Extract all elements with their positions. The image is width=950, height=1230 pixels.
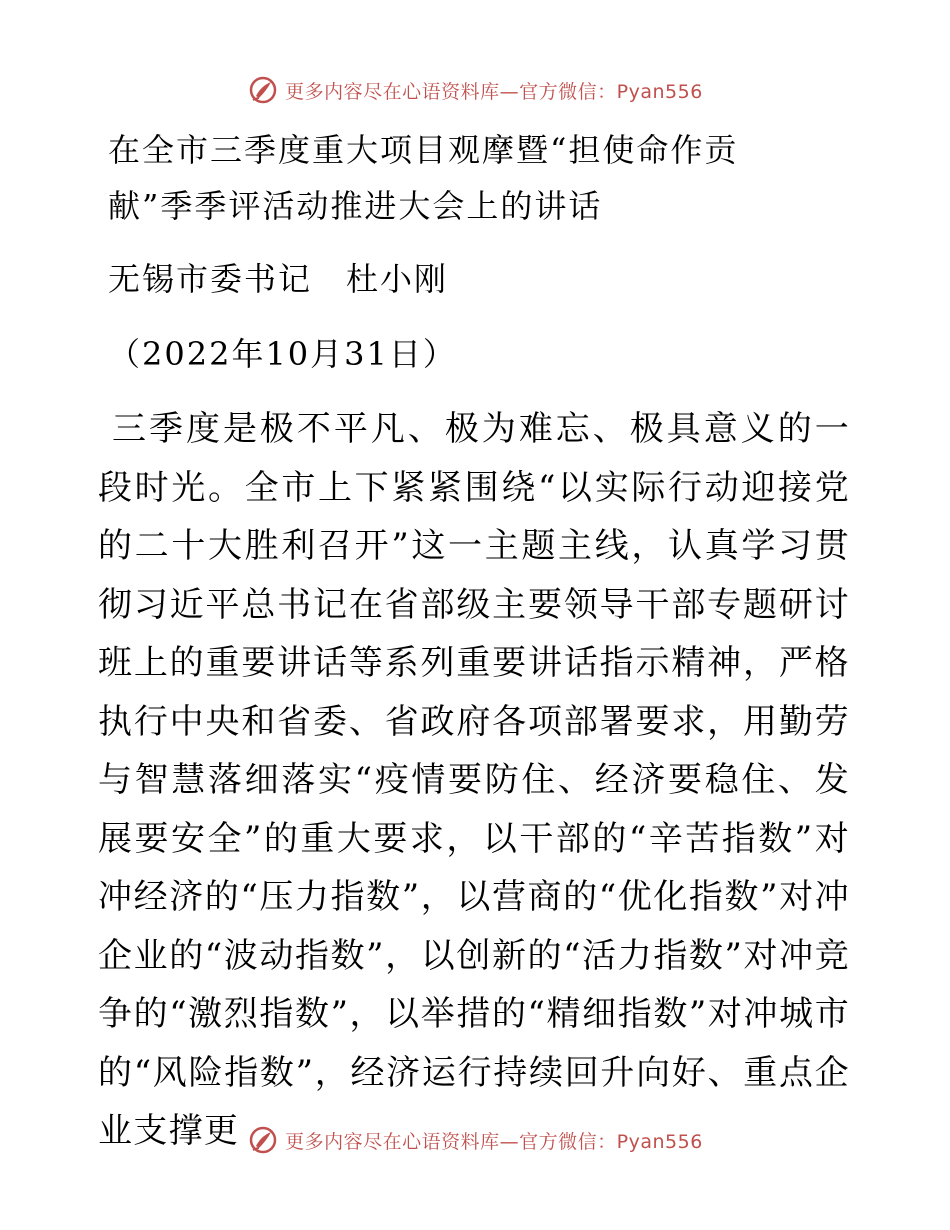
document-title: 在全市三季度重大项目观摩暨“担使命作贡献”季季评活动推进大会上的讲话 (108, 131, 739, 225)
watermark-text: 更多内容尽在心语资料库—官方微信：Pyan556 (285, 80, 703, 103)
document-date: （2022年10月31日） (108, 335, 457, 373)
brush-logo-icon (247, 1124, 279, 1156)
brush-logo-icon (247, 74, 279, 106)
watermark-header (0, 70, 950, 110)
watermark-footer (0, 1120, 950, 1160)
document-author: 无锡市委书记 杜小刚 (108, 260, 449, 298)
watermark-text: 更多内容尽在心语资料库—官方微信：Pyan556 (285, 1130, 703, 1153)
document-body-paragraph: 三季度是极不平凡、极为难忘、极具意义的一段时光。全市上下紧紧围绕“以实际行动迎接党的二十大胜利召开”这一主题主线，认真学习贯彻习近平总书记在省部级主要领导干部专题研讨班上的重要讲话等系列重要讲话指示精神，严格执行中央和省委、省政府各项部署要求，用勤劳与智慧落细落实“疫情要防住、经济要稳住、发展要安全”的重大要求，以干部的“辛苦指数”对冲经济的“压力指数”，以营商的“优化指数”对冲企业的“波动指数”，以创新的“活力指数”对冲竞争的“激烈指数”，以举措的“精细指数”对冲城市的“风险指数”，经济运行持续回升向好、重点企业支撑更 (98, 409, 850, 1151)
